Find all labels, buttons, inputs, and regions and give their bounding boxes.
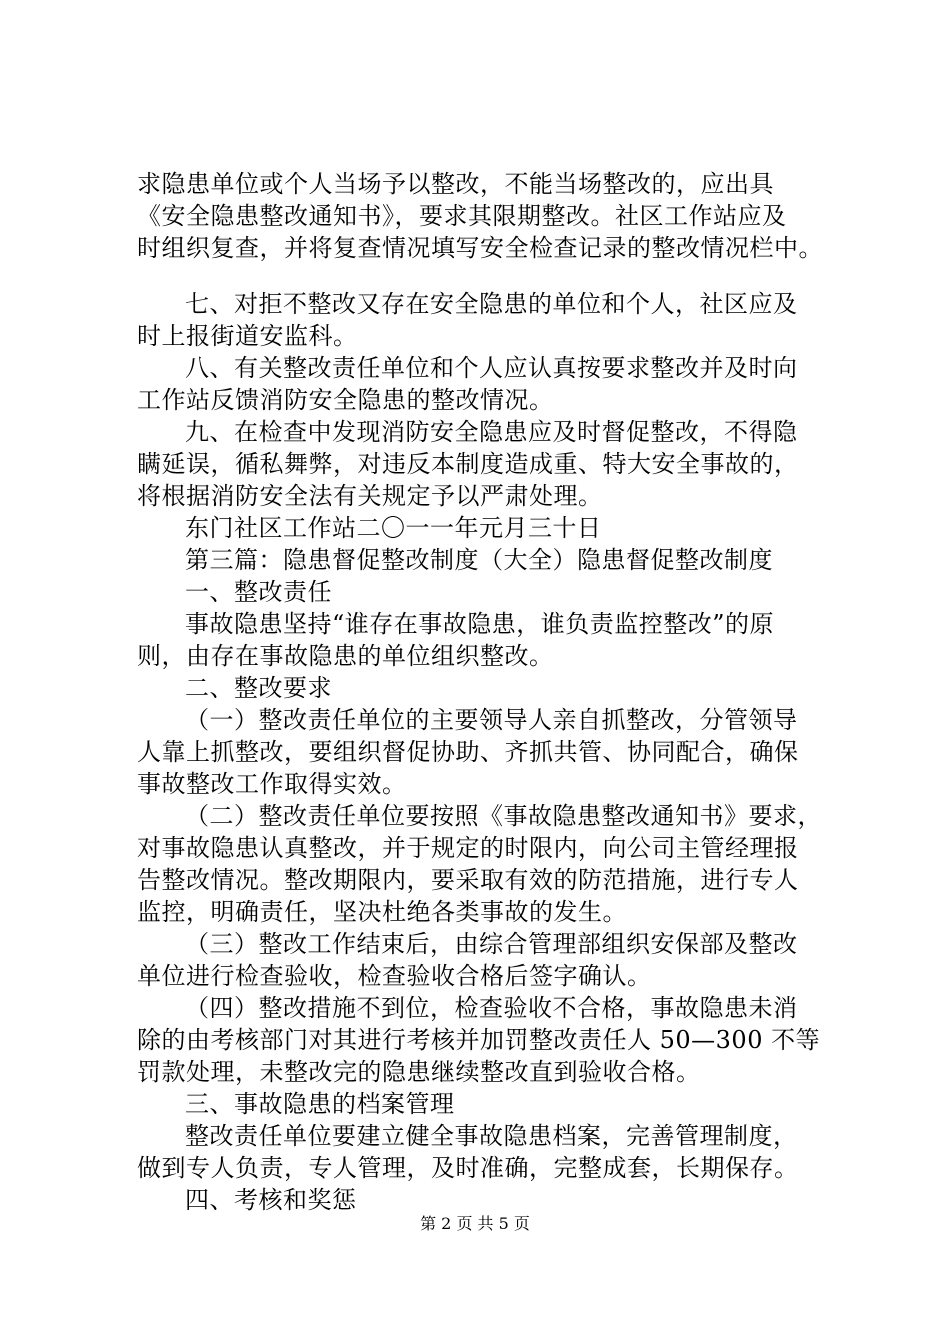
text-line: 八、有关整改责任单位和个人应认真按要求整改并及时向 bbox=[185, 354, 798, 382]
text-line: 一、整改责任 bbox=[185, 578, 332, 606]
paragraph-req-3 bbox=[137, 928, 857, 992]
paragraph-item-7 bbox=[137, 288, 857, 352]
text-line: 告整改情况。整改期限内，要采取有效的防范措施，进行专人 bbox=[137, 866, 799, 894]
text-line: （二）整改责任单位要按照《事故隐患整改通知书》要求， bbox=[185, 802, 822, 830]
paragraph-req-1 bbox=[137, 704, 857, 800]
paragraph-rectify-continued bbox=[137, 168, 857, 264]
text-line: 事故整改工作取得实效。 bbox=[137, 770, 407, 798]
text-line: 东门社区工作站二〇一一年元月三十日 bbox=[185, 514, 602, 542]
text-line: （三）整改工作结束后，由综合管理部组织安保部及整改 bbox=[185, 930, 798, 958]
paragraph-gap bbox=[137, 264, 857, 288]
text-line: 七、对拒不整改又存在安全隐患的单位和个人，社区应及 bbox=[185, 290, 798, 318]
text-line: 求隐患单位或个人当场予以整改，不能当场整改的，应出具 bbox=[137, 170, 774, 198]
paragraph-item-9 bbox=[137, 416, 857, 512]
text-line: 罚款处理，未整改完的隐患继续整改直到验收合格。 bbox=[137, 1058, 701, 1086]
text-line: 将根据消防安全法有关规定予以严肃处理。 bbox=[137, 482, 603, 510]
text-line: 时上报街道安监科。 bbox=[137, 322, 358, 350]
page-footer: 第 2 页 共 5 页 bbox=[420, 1214, 530, 1233]
text-line: 四、考核和奖惩 bbox=[185, 1186, 357, 1214]
text-line: 九、在检查中发现消防安全隐患应及时督促整改，不得隐 bbox=[185, 418, 798, 446]
paragraph-heading-4 bbox=[137, 1184, 857, 1216]
text-line: 除的由考核部门对其进行考核并加罚整改责任人 50—300 不等 bbox=[137, 1026, 821, 1054]
paragraph-chapter-3-title bbox=[137, 544, 857, 576]
text-line: 单位进行检查验收，检查验收合格后签字确认。 bbox=[137, 962, 652, 990]
text-line: 工作站反馈消防安全隐患的整改情况。 bbox=[137, 386, 554, 414]
paragraph-req-4 bbox=[137, 992, 857, 1088]
text-line: 做到专人负责，专人管理，及时准确，完整成套，长期保存。 bbox=[137, 1154, 799, 1182]
text-line: 监控，明确责任，坚决杜绝各类事故的发生。 bbox=[137, 898, 627, 926]
text-line: （四）整改措施不到位，检查验收不合格，事故隐患未消 bbox=[185, 994, 798, 1022]
text-line: 《安全隐患整改通知书》，要求其限期整改。社区工作站应及 bbox=[137, 202, 787, 230]
text-line: （一）整改责任单位的主要领导人亲自抓整改，分管领导 bbox=[185, 706, 798, 734]
paragraph-req-2 bbox=[137, 800, 857, 928]
text-line: 瞒延误，循私舞弊，对违反本制度造成重、特大安全事故的， bbox=[137, 450, 799, 478]
text-line: 事故隐患坚持“谁存在事故隐患，谁负责监控整改”的原 bbox=[185, 610, 775, 638]
paragraph-responsibility bbox=[137, 608, 857, 672]
paragraph-archive bbox=[137, 1120, 857, 1184]
paragraph-heading-1 bbox=[137, 576, 857, 608]
paragraph-heading-2 bbox=[137, 672, 857, 704]
text-line: 则，由存在事故隐患的单位组织整改。 bbox=[137, 642, 554, 670]
text-line: 对事故隐患认真整改，并于规定的时限内，向公司主管经理报 bbox=[137, 834, 799, 862]
text-line: 整改责任单位要建立健全事故隐患档案，完善管理制度， bbox=[185, 1122, 798, 1150]
text-line: 时组织复查，并将复查情况填写安全检查记录的整改情况栏中。 bbox=[137, 234, 823, 262]
text-line: 三、事故隐患的档案管理 bbox=[185, 1090, 455, 1118]
paragraph-item-8 bbox=[137, 352, 857, 416]
text-line: 人靠上抓整改，要组织督促协助、齐抓共管、协同配合，确保 bbox=[137, 738, 799, 766]
document-body bbox=[137, 168, 857, 1216]
paragraph-signature bbox=[137, 512, 857, 544]
text-line: 第三篇：隐患督促整改制度（大全）隐患督促整改制度 bbox=[185, 546, 773, 574]
text-line: 二、整改要求 bbox=[185, 674, 332, 702]
paragraph-heading-3 bbox=[137, 1088, 857, 1120]
